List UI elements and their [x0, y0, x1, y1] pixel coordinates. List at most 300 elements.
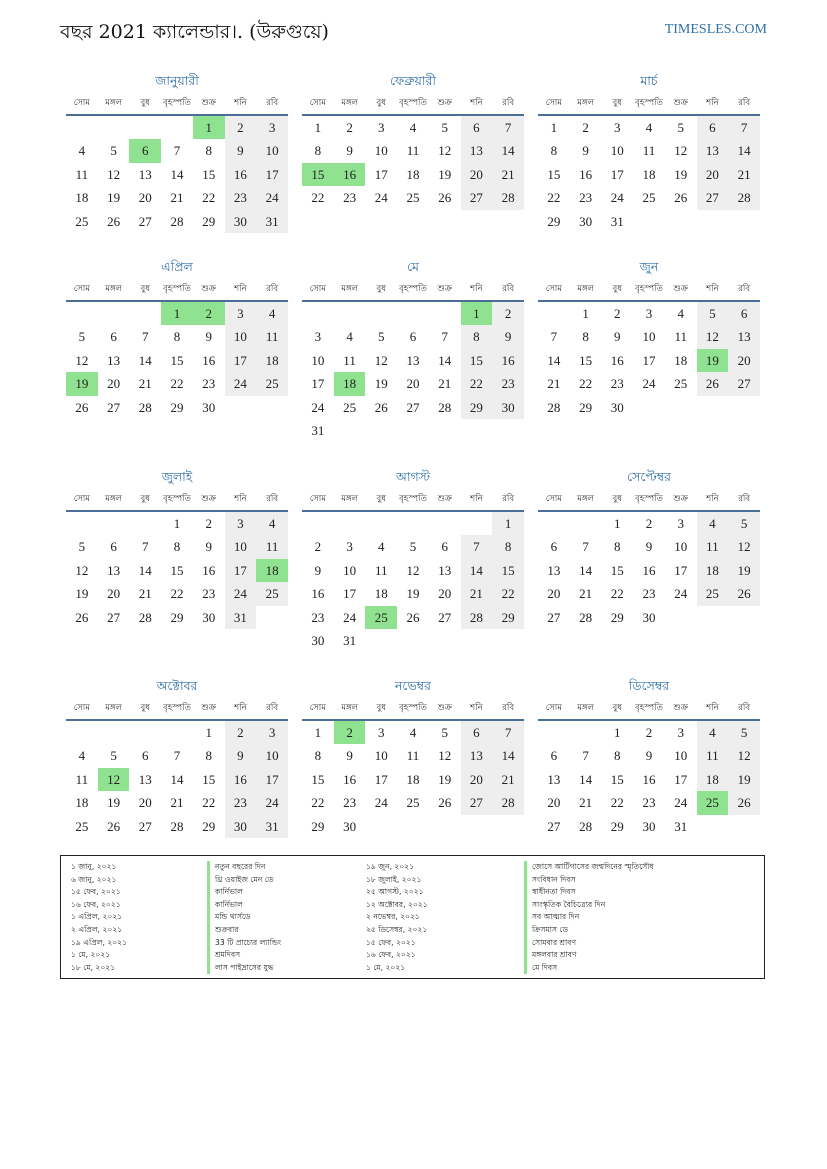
day-cell: 26	[438, 795, 452, 811]
day-cell: 19	[728, 559, 760, 582]
day-cell: 20	[728, 349, 760, 372]
day-cell: 8	[614, 748, 621, 764]
weekday-label: বৃহস্পতি	[635, 284, 663, 294]
day-cell: 4	[78, 143, 86, 159]
day-cell: 27	[728, 372, 760, 395]
month-block	[302, 675, 524, 838]
day-cell: 15	[170, 562, 184, 578]
day-cell: 26	[107, 818, 121, 834]
empty-cell	[98, 512, 130, 535]
day-cell: 8	[461, 325, 493, 348]
weekday-label: বুধ	[140, 98, 151, 108]
day-cell: 5	[728, 721, 760, 744]
day-cell: 22	[610, 795, 624, 811]
day-cell: 11	[343, 352, 356, 368]
weekday-label: শনি	[706, 494, 719, 504]
day-cell: 12	[438, 748, 452, 764]
weekday-label: সোম	[309, 494, 326, 504]
day-cell: 25	[697, 582, 729, 605]
day-cell: 9	[205, 539, 212, 555]
day-cell: 10	[256, 744, 288, 767]
weekday-label: শুক্র	[437, 98, 452, 108]
holiday-day-cell: 1	[193, 116, 225, 139]
legend-holiday-name: সব আত্মার দিন	[524, 911, 654, 924]
day-cell: 7	[173, 143, 181, 159]
day-cell: 16	[610, 352, 624, 368]
day-cell: 11	[75, 771, 89, 787]
weekday-label: শনি	[234, 703, 247, 713]
day-cell: 2	[346, 120, 353, 135]
day-cell: 27	[107, 609, 121, 625]
month-block	[302, 466, 524, 652]
page-title: বছর 2021 ক্যালেন্ডার।. (উরুগুয়ে)	[60, 21, 329, 43]
day-cell: 22	[610, 586, 624, 602]
day-cell: 3	[614, 120, 621, 135]
day-cell: 2	[205, 516, 212, 531]
day-cell: 19	[374, 376, 388, 392]
day-cell: 7	[582, 539, 589, 555]
day-cell: 11	[697, 535, 729, 558]
weekday-label: শুক্র	[437, 703, 452, 713]
day-cell: 22	[311, 795, 325, 811]
day-cell: 20	[107, 586, 121, 602]
month-block	[302, 70, 524, 210]
day-cell: 26	[406, 609, 420, 625]
day-cell: 2	[225, 721, 257, 744]
day-cell: 22	[170, 376, 184, 392]
weekday-label: সোম	[545, 494, 562, 504]
weekday-label: শনি	[706, 703, 719, 713]
day-grid	[66, 302, 288, 419]
day-cell: 27	[697, 186, 729, 209]
day-cell: 16	[202, 562, 216, 578]
legend-holiday-name: থ্রি ওয়াইজ মেন ডে	[207, 874, 281, 887]
weekday-label: শুক্র	[201, 284, 216, 294]
weekday-label: রবি	[738, 98, 751, 108]
day-cell: 5	[409, 539, 417, 555]
day-cell: 10	[374, 748, 388, 764]
weekday-label: সোম	[309, 703, 326, 713]
day-cell: 10	[225, 325, 257, 348]
day-cell: 17	[225, 559, 257, 582]
day-cell: 7	[461, 535, 493, 558]
day-cell: 20	[406, 376, 420, 392]
day-cell: 14	[492, 744, 524, 767]
day-cell: 30	[642, 818, 656, 834]
weekday-label: শনি	[706, 284, 719, 294]
day-cell: 7	[142, 539, 149, 555]
day-cell: 1	[614, 725, 621, 740]
day-cell: 29	[492, 606, 524, 629]
month-name: জুলাই	[161, 469, 193, 484]
weekday-label: বৃহস্পতি	[399, 98, 427, 108]
day-cell: 12	[697, 325, 729, 348]
day-cell: 24	[343, 609, 357, 625]
day-cell: 26	[728, 582, 760, 605]
month-name: মে	[406, 259, 419, 274]
weekday-label: শনি	[470, 98, 483, 108]
day-cell: 26	[75, 609, 89, 625]
day-cell: 20	[438, 586, 452, 602]
day-cell: 9	[346, 748, 353, 764]
weekday-label: শুক্র	[437, 494, 452, 504]
day-cell: 8	[173, 329, 181, 345]
day-cell: 3	[645, 306, 653, 321]
day-grid	[538, 512, 760, 629]
empty-cell	[98, 302, 130, 325]
day-cell: 16	[202, 352, 216, 368]
month-name: মার্চ	[640, 73, 658, 88]
day-cell: 11	[256, 325, 288, 348]
weekday-header	[302, 697, 524, 721]
weekday-label: মঙ্গল	[577, 703, 594, 713]
day-cell: 23	[579, 190, 593, 206]
weekday-label: সোম	[309, 284, 326, 294]
day-cell: 21	[579, 795, 593, 811]
day-cell: 22	[311, 190, 325, 206]
day-cell: 21	[170, 190, 184, 206]
day-cell: 19	[674, 166, 688, 182]
empty-cell	[129, 302, 161, 325]
month-name: আগস্ট	[395, 469, 431, 484]
day-cell: 8	[550, 143, 558, 159]
day-cell: 30	[225, 210, 257, 233]
empty-cell	[365, 302, 397, 325]
day-grid	[538, 116, 760, 233]
day-cell: 13	[107, 562, 121, 578]
day-cell: 31	[225, 606, 257, 629]
day-cell: 6	[550, 539, 558, 555]
day-cell: 30	[202, 399, 216, 415]
month-name: অক্টোবর	[156, 678, 198, 693]
day-cell: 24	[311, 399, 325, 415]
day-cell: 28	[579, 609, 593, 625]
empty-cell	[66, 512, 98, 535]
day-cell: 7	[582, 748, 589, 764]
day-cell: 10	[343, 562, 357, 578]
day-cell: 10	[256, 139, 288, 162]
weekday-label: বৃহস্পতি	[399, 494, 427, 504]
day-cell: 21	[492, 163, 524, 186]
legend-date: ২৫ ডিসেম্বর, ২০২১	[366, 924, 428, 934]
day-cell: 1	[314, 725, 322, 740]
holiday-day-cell: 1	[461, 302, 493, 325]
day-cell: 20	[138, 795, 152, 811]
day-cell: 2	[492, 302, 524, 325]
weekday-label: রবি	[502, 703, 515, 713]
day-cell: 24	[610, 190, 624, 206]
weekday-label: সোম	[73, 98, 90, 108]
weekday-label: বৃহস্পতি	[163, 703, 191, 713]
month-name: এপ্রিল	[161, 259, 193, 274]
day-cell: 1	[173, 516, 181, 531]
day-cell: 13	[547, 771, 561, 787]
day-cell: 28	[138, 399, 152, 415]
day-cell: 17	[343, 586, 357, 602]
legend-date: ৬ জানু, ২০২১	[71, 874, 117, 884]
day-cell: 10	[642, 329, 656, 345]
day-cell: 14	[138, 352, 152, 368]
month-block	[66, 675, 288, 838]
day-cell: 21	[461, 582, 493, 605]
day-cell: 12	[374, 352, 388, 368]
holiday-day-cell: 19	[66, 372, 98, 395]
day-cell: 22	[202, 190, 216, 206]
day-cell: 6	[110, 329, 117, 345]
day-cell: 18	[256, 349, 288, 372]
empty-cell	[397, 512, 429, 535]
day-cell: 13	[461, 139, 493, 162]
empty-cell	[334, 512, 366, 535]
day-cell: 30	[311, 632, 325, 648]
day-cell: 25	[406, 190, 420, 206]
legend-holiday-name: জোসে আর্টিগাসের জন্মদিনের স্মৃতিসৌধ	[524, 861, 654, 874]
weekday-label: রবি	[266, 98, 279, 108]
day-cell: 20	[461, 163, 493, 186]
day-cell: 4	[409, 120, 417, 135]
empty-cell	[66, 116, 98, 139]
weekday-header	[302, 278, 524, 302]
brand-link[interactable]: TIMESLES.COM	[664, 22, 767, 37]
day-cell: 17	[674, 562, 688, 578]
weekday-label: শনি	[706, 98, 719, 108]
legend-holiday-name: মঙ্গলবার শ্রাবণ	[524, 949, 654, 962]
weekday-label: শনি	[234, 494, 247, 504]
day-cell: 17	[225, 349, 257, 372]
day-grid	[66, 116, 288, 233]
day-cell: 28	[492, 791, 524, 814]
day-cell: 26	[75, 399, 89, 415]
day-cell: 5	[728, 512, 760, 535]
day-cell: 30	[343, 818, 357, 834]
weekday-label: শুক্র	[673, 703, 688, 713]
weekday-label: শুক্র	[201, 703, 216, 713]
day-cell: 24	[256, 186, 288, 209]
day-cell: 8	[314, 143, 322, 159]
day-cell: 11	[642, 143, 656, 159]
day-cell: 4	[256, 512, 288, 535]
day-cell: 2	[645, 725, 653, 740]
day-cell: 18	[75, 795, 89, 811]
day-cell: 28	[547, 399, 561, 415]
day-cell: 4	[78, 748, 86, 764]
day-cell: 30	[610, 399, 624, 415]
day-cell: 12	[75, 352, 89, 368]
legend-date: ১৯ এপ্রিল, ২০২১	[71, 937, 128, 947]
month-block	[302, 256, 524, 442]
legend-holiday-name: মে দিবস	[524, 962, 654, 975]
month-block	[538, 466, 760, 629]
holiday-day-cell: 16	[334, 163, 366, 186]
day-cell: 27	[547, 818, 561, 834]
day-cell: 22	[202, 795, 216, 811]
day-cell: 26	[728, 791, 760, 814]
day-cell: 1	[550, 120, 558, 135]
day-cell: 25	[75, 213, 89, 229]
holiday-day-cell: 18	[334, 372, 366, 395]
day-cell: 14	[461, 559, 493, 582]
month-name: সেপ্টেম্বর	[627, 469, 671, 484]
month-name: জুন	[639, 259, 659, 274]
day-cell: 9	[645, 748, 653, 764]
day-cell: 8	[205, 143, 212, 159]
day-cell: 23	[202, 376, 216, 392]
day-cell: 3	[256, 116, 288, 139]
weekday-label: শুক্র	[673, 98, 688, 108]
day-cell: 14	[579, 771, 593, 787]
month-name: জানুয়ারী	[155, 73, 199, 88]
legend-holiday-name: নতুন বছরের দিন	[207, 861, 281, 874]
day-cell: 23	[492, 372, 524, 395]
legend-holiday-name: ক্রিসমাস ডে	[524, 924, 654, 937]
day-cell: 12	[674, 143, 688, 159]
day-cell: 9	[314, 562, 322, 578]
day-cell: 27	[547, 609, 561, 625]
weekday-header	[538, 697, 760, 721]
legend-holiday-name: 33 টি প্রাচ্যের ল্যান্ডিং	[207, 937, 281, 950]
weekday-label: মঙ্গল	[577, 494, 594, 504]
empty-cell	[461, 512, 493, 535]
day-cell: 20	[547, 795, 561, 811]
weekday-label: মঙ্গল	[341, 284, 358, 294]
day-cell: 24	[674, 795, 688, 811]
day-cell: 6	[110, 539, 117, 555]
weekday-label: বুধ	[612, 703, 623, 713]
day-cell: 6	[697, 116, 729, 139]
legend-date: ১৫ ফেব, ২০২১	[71, 887, 121, 897]
day-cell: 11	[406, 748, 420, 764]
day-cell: 6	[550, 748, 558, 764]
weekday-header	[66, 488, 288, 512]
day-cell: 30	[579, 213, 593, 229]
day-cell: 19	[107, 190, 121, 206]
weekday-label: বুধ	[140, 703, 151, 713]
day-cell: 12	[728, 535, 760, 558]
day-cell: 15	[202, 166, 216, 182]
day-cell: 27	[438, 609, 452, 625]
day-cell: 5	[378, 329, 385, 345]
day-cell: 17	[610, 166, 624, 182]
legend-holiday-name: লাস পাইদ্রাসের যুদ্ধ	[207, 962, 281, 975]
day-cell: 23	[343, 190, 357, 206]
day-cell: 10	[374, 143, 388, 159]
weekday-label: শুক্র	[673, 284, 688, 294]
weekday-label: বুধ	[612, 494, 623, 504]
weekday-label: শুক্র	[673, 494, 688, 504]
day-cell: 2	[225, 116, 257, 139]
day-cell: 18	[406, 771, 420, 787]
empty-cell	[98, 721, 130, 744]
day-cell: 7	[492, 721, 524, 744]
day-cell: 9	[225, 139, 257, 162]
day-cell: 5	[441, 120, 448, 135]
day-cell: 5	[677, 120, 684, 135]
day-cell: 21	[138, 586, 152, 602]
empty-cell	[129, 721, 161, 744]
weekday-label: বৃহস্পতি	[163, 284, 191, 294]
day-cell: 29	[610, 818, 624, 834]
day-cell: 4	[645, 120, 653, 135]
weekday-label: মঙ্গল	[577, 98, 594, 108]
empty-cell	[538, 302, 570, 325]
legend-date: ১ মে, ২০২১	[71, 950, 111, 960]
weekday-label: বুধ	[612, 284, 623, 294]
holiday-day-cell: 15	[302, 163, 334, 186]
day-cell: 21	[579, 586, 593, 602]
day-cell: 13	[697, 139, 729, 162]
day-cell: 15	[311, 771, 325, 787]
day-cell: 12	[75, 562, 89, 578]
day-cell: 15	[170, 352, 184, 368]
day-cell: 6	[728, 302, 760, 325]
day-cell: 27	[461, 186, 493, 209]
legend-date: ১৯ জুন, ২০২১	[366, 862, 415, 871]
day-cell: 11	[75, 166, 89, 182]
day-cell: 8	[582, 329, 589, 345]
day-cell: 16	[311, 586, 325, 602]
month-name: নভেম্বর	[394, 678, 432, 693]
day-cell: 22	[170, 586, 184, 602]
legend-holiday-name: সাংস্কৃতিক বৈচিত্র্যের দিন	[524, 899, 654, 912]
day-cell: 15	[202, 771, 216, 787]
weekday-label: বুধ	[376, 703, 387, 713]
day-cell: 3	[256, 721, 288, 744]
day-cell: 2	[314, 539, 322, 555]
day-cell: 31	[256, 815, 288, 838]
month-block	[538, 256, 760, 419]
day-cell: 31	[674, 818, 688, 834]
weekday-label: রবি	[738, 284, 751, 294]
day-cell: 11	[256, 535, 288, 558]
day-cell: 21	[492, 768, 524, 791]
day-cell: 10	[610, 143, 624, 159]
day-cell: 25	[343, 399, 357, 415]
weekday-header	[538, 92, 760, 116]
weekday-label: সোম	[73, 703, 90, 713]
day-cell: 16	[642, 771, 656, 787]
day-cell: 24	[256, 791, 288, 814]
day-cell: 8	[173, 539, 181, 555]
day-cell: 1	[205, 725, 212, 740]
day-cell: 4	[409, 725, 417, 740]
weekday-label: বুধ	[376, 98, 387, 108]
weekday-label: সোম	[545, 284, 562, 294]
empty-cell	[538, 721, 570, 744]
day-cell: 25	[642, 190, 656, 206]
weekday-label: সোম	[309, 98, 326, 108]
day-cell: 4	[677, 306, 684, 321]
day-cell: 19	[75, 586, 89, 602]
legend-right-names	[524, 861, 654, 974]
weekday-label: বুধ	[376, 284, 387, 294]
day-cell: 29	[170, 609, 184, 625]
day-cell: 13	[107, 352, 121, 368]
day-cell: 29	[311, 818, 325, 834]
day-cell: 15	[492, 559, 524, 582]
day-cell: 14	[728, 139, 760, 162]
day-cell: 13	[138, 166, 152, 182]
legend-left-dates	[71, 861, 127, 974]
day-cell: 12	[406, 562, 420, 578]
day-cell: 15	[610, 771, 624, 787]
weekday-label: মঙ্গল	[105, 284, 122, 294]
day-cell: 24	[225, 582, 257, 605]
weekday-label: রবি	[502, 494, 515, 504]
day-cell: 19	[107, 795, 121, 811]
weekday-label: বুধ	[376, 494, 387, 504]
day-grid	[66, 721, 288, 838]
holiday-day-cell: 25	[365, 606, 397, 629]
